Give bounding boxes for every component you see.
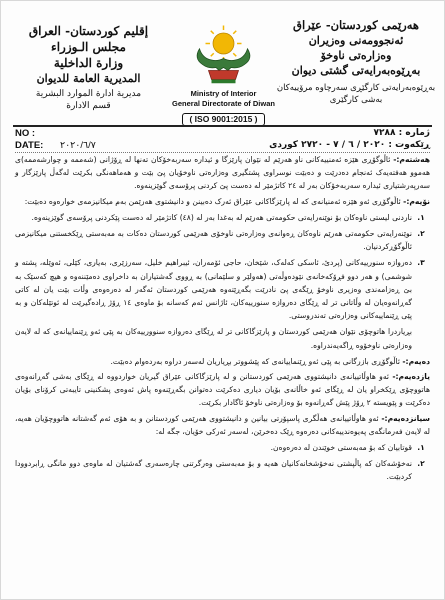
letter-body: [15, 153, 430, 487]
list-item-text: نوێنەرایەتی حکومەتی هەرێم ناوەکان ڕەوانەی وەزارەتی ناوخۆی هەرێمی کوردستان دەکات بە مەبەستی ڕێکخستنی میکانیزمی ئاڵوگۆڕکردنیان.: [15, 229, 412, 252]
list-item: [15, 227, 430, 253]
list-item-number: ٣.: [417, 258, 425, 268]
list-item-number: ١.: [417, 212, 425, 222]
ministry-name-english: Ministry of Interior: [190, 89, 257, 98]
list-item: [15, 211, 430, 224]
paragraph-10-lead: دەیەم:-: [402, 356, 430, 366]
paragraph-13-text: ئەو هاوڵاتییانەی هەڵگری پاسپۆرتی بیانین و دانیشتووی هەرێمی کوردستانن و بە هۆی ئەم گەشتانە هاتووچۆیان هەیە، لە لایەن فەرمانگەی پەیوەندییەکانی دەرەوە ڕێک دەخرێن، لەسەر ئەرکی خۆیان، جگە لە:: [15, 413, 430, 436]
list-item-text: قوتابیان کە بۆ مەبەستی خوێندن لە دەرەوەن.: [270, 443, 412, 453]
paragraph-11-text: ئەو هاوڵاتییانەی دانیشتووی هەرێمی کوردستانن و لە پارێزگاکانی عێراق گیریان خواردووە لە ڕێگای بەشی گەڕانەوەی هاتووچۆی ڕێکخراو یان لە ڕێگای ئەو خاڵانەی بۆیان دیاری دەکرێت دەتوانن بگەڕێنەوە پاش ئەوەی پشکنینی تایبەتی کرۆنای بۆیان دەکرێت و پێویستە ٢ ڕۆژ پێش گەڕانەوە بۆ وەزارەتی ناوخۆ ئاگادار بکرێت.: [15, 372, 430, 408]
paragraph-9-lead: نۆیەم:-: [403, 196, 430, 206]
list-item-text: نەخۆشەکان کە پاڵپشتی نەخۆشخانەکانیان هەیە و بۆ مەبەستی وەرگرتنی چارەسەری گەشتیان لە ماوەی دوو مانگی ڕابردوودا کردبێت.: [15, 459, 412, 482]
ministry-name-kurdish: وەزارەتی ناوخۆ: [320, 49, 392, 62]
section-arabic: قسم الادارة: [66, 101, 111, 111]
region-name-kurdish: هەرێمی كوردستان- عێراق: [293, 18, 419, 32]
section-kurdish: بەشی کارگێری: [329, 95, 383, 105]
list-item-number: ٢.: [417, 459, 425, 469]
paragraph-11: [15, 370, 430, 410]
list-item: [15, 441, 430, 454]
directorate-name-english: General Directorate of Diwan: [172, 99, 275, 108]
list-item: [15, 325, 430, 351]
paragraph-10-text: ئاڵوگۆڕی بازرگانی بە پێی ئەو ڕێنماییانەی کە پێشووتر بڕیاریان لەسەر دراوە بەردەوام دەبێت.: [110, 356, 400, 366]
council-name-kurdish: ئەنجوومەنی وەزیران: [308, 34, 404, 47]
number-label: NO :: [15, 128, 36, 139]
date-line: [15, 140, 96, 151]
paragraph-9-text: ئاڵوگۆڕی ئەو هێزە ئەمنیانەی کە لە پارێزگاکانی عێراق ئەرک دەبینن و دانیشتوی هەرێمن بەم میکانیزمەی خوارەوە دەبێت:: [24, 196, 401, 206]
letterhead-kurdish: [276, 17, 436, 106]
council-name-arabic: مجلس الـوزراء: [51, 40, 126, 54]
list-item-number: ٢.: [417, 229, 425, 239]
region-name-arabic: إقليم كوردستان- العراق: [28, 24, 149, 38]
directorate-name-kurdish: بەڕێوەبەرایەتی گشتی دیوان: [291, 64, 421, 77]
paragraph-10: [15, 355, 430, 368]
paragraph-8-text: ئاڵوگۆڕی هێزە ئەمنییەکانی ناو هەرێم لە نێوان پارێزگا و ئیدارە سەربەخۆکان تەنها لە ڕۆژانی (شەممە و چوارشەممە)ی هەموو هەفتەیەک ئەنجام دەدرێت و دەبێت نوسراوی پشتگیری وەزارەتی ناوخۆیان پێ بێت و هەماهەنگی بکرێت لەگەڵ پارێزگار و سەرپەرشتیاری ئیدارە سەربەخۆکان بەر لە ٢٤ کاتژمێر لە دەست پێ کردنی پرۆسەی گوێزینەوە.: [15, 155, 430, 191]
paragraph-8-lead: هەشتەم:-: [393, 155, 430, 164]
header-divider: [13, 125, 432, 127]
list-item: [15, 457, 430, 483]
paragraph-8: [15, 153, 430, 193]
sub-directorate-arabic: مديرية ادارة الموارد البشرية: [35, 89, 142, 99]
letter-number: ژمارە : ٧٢٨٨: [373, 128, 430, 138]
paragraph-13-lead: سیانزدەیەم:-: [381, 413, 430, 423]
directorate-name-arabic: المديرية العامة للديوان: [36, 72, 141, 85]
iso-badge: ( ISO 9001:2015 ): [182, 113, 264, 126]
sub-directorate-kurdish: بەڕێوەبەرایەتی کارگێڕی سەرچاوە مرۆییەکان: [276, 83, 436, 93]
paragraph-13: [15, 412, 430, 438]
list-item-number: [412, 325, 430, 351]
list-item-text: دەروازە سنورییەکانی (پردێ، ئاسکی کەلەک، شێخان، حاجی ئۆمەران، ئیبراهیم خلیل، سەرزێری، بەیاری، کێلی، ئەوێلە، پشتە و شوشمی) و هەر دوو فڕۆکەخانەی نێودەوڵەتی (هەولێر و سلێمانی) بە ڕووی گەشتیاران بە داخراوی دەمێننەوە و هیچ کەسێک بە بێ ڕەزامەندی وەزیری ناوخۆ ڕێگەی پێ نادرێت بگەڕێتەوە هەرێمی کوردستان ئەگەر لە دەرەوەی وڵات بێت یان لە کاتی گەڕانەوەیان لە وڵاتانی تر لە ڕێگای دەروازە سنورییەکان، ئاژانس ئەم کەسانە بۆ ماوەی ١٤ ڕۆژ ڕادەگیرێت لە ئوتێلەکان و بە پێی ڕێنماییەکانی وەزارەتی تەندروستی.: [15, 258, 412, 321]
letterhead-arabic: [11, 23, 166, 112]
list-item-number: ١.: [417, 443, 425, 453]
ministry-name-arabic: وزارة الداخلية: [53, 56, 124, 70]
paragraph-9: [15, 195, 430, 208]
letter-date: ڕێکەوت : ٢٠٢٠ / ٦ / ٧ - ٢٧٢٠ کوردی: [269, 140, 430, 150]
list-item: [15, 256, 430, 322]
kurdistan-emblem-icon: [186, 15, 261, 90]
letterhead: [1, 7, 445, 125]
list-item-text: بڕیاردرا هاتوچۆی نێوان هەرێمی کوردستان و پارێزگاکانی تر لە ڕێگای دەروازە سنوورییەکان بە پێی ئەو ڕێنماییانەی کە لە لایەن وەزارەتی ناوخۆوە ڕاگەیەندراوە.: [15, 327, 412, 350]
date-value: ٢٠٢٠/٦/٧: [59, 140, 96, 151]
date-label: DATE:: [15, 140, 44, 151]
list-item-text: ناردنی لیستی ناوەکان بۆ نوێنەرایەتی حکومەتی هەرێم لە بەغدا بەر لە (٤٨) کاتژمێر لە دەست پێکردنی پرۆسەی گوێزینەوە.: [31, 212, 412, 222]
paragraph-11-lead: یازدەیەم:-: [392, 372, 430, 382]
letterhead-english: [161, 89, 286, 127]
